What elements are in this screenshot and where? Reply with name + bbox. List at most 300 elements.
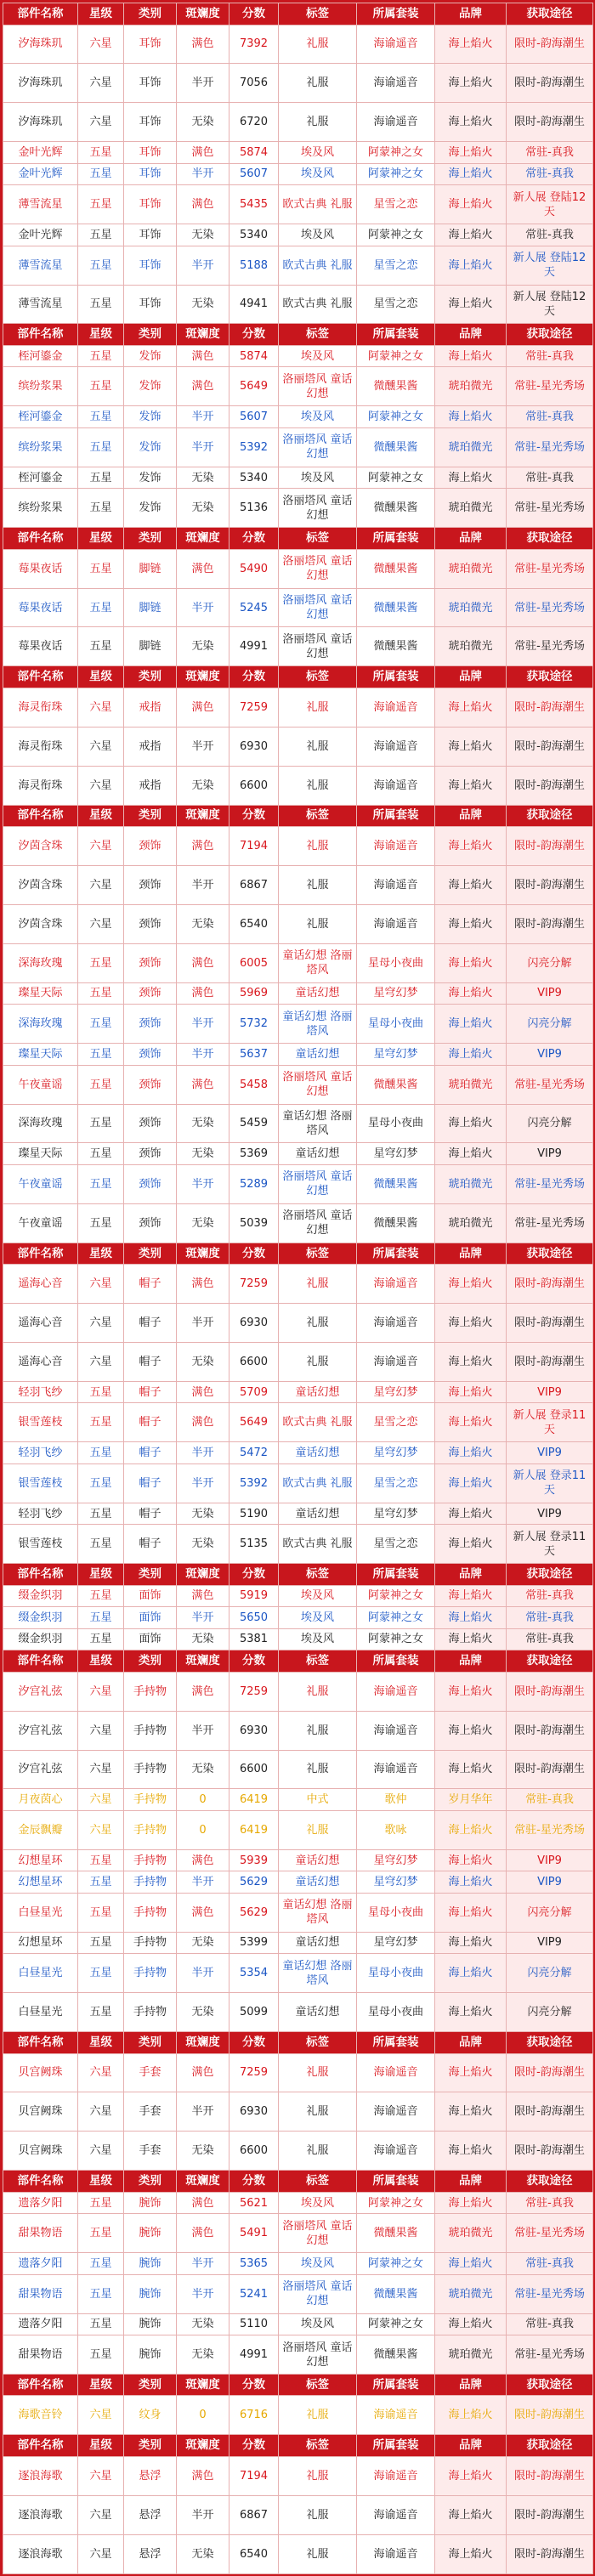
cell-category: 手持物 [124, 1672, 177, 1711]
cell-score: 5392 [230, 427, 279, 467]
cell-source: 常驻-星光秀场 [507, 489, 593, 528]
column-header-score: 分数 [230, 324, 279, 346]
column-header-source: 获取途径 [507, 2374, 593, 2396]
cell-brand: 海上焰火 [435, 904, 507, 943]
column-header-tag: 标签 [279, 528, 357, 550]
cell-brand: 琥珀微光 [435, 1065, 507, 1104]
column-header-dye: 斑斓度 [177, 3, 230, 25]
cell-source: 限时-韵海潮生 [507, 1304, 593, 1343]
cell-brand: 海上焰火 [435, 1711, 507, 1750]
column-header-source: 获取途径 [507, 805, 593, 827]
cell-dye: 满色 [177, 943, 230, 982]
cell-star: 六星 [78, 1711, 124, 1750]
cell-name: 银雪莲枝 [3, 1525, 78, 1564]
cell-category: 手持物 [124, 1993, 177, 2032]
cell-name: 金叶光辉 [3, 142, 78, 164]
header-row [3, 1564, 593, 1586]
cell-category: 手持物 [124, 1932, 177, 1954]
cell-brand: 海上焰火 [435, 2396, 507, 2435]
cell-category: 颈饰 [124, 982, 177, 1005]
cell-brand: 海上焰火 [435, 1381, 507, 1403]
cell-source: VIP9 [507, 1143, 593, 1165]
cell-brand: 海上焰火 [435, 866, 507, 905]
cell-source: 常驻-星光秀场 [507, 1810, 593, 1849]
cell-tag: 洛丽塔风 童话幻想 [279, 367, 357, 406]
cell-star: 五星 [78, 163, 124, 185]
cell-tag: 礼服 [279, 904, 357, 943]
cell-dye: 半开 [177, 406, 230, 428]
table-row [3, 1993, 593, 2032]
cell-name: 幻想星环 [3, 1849, 78, 1871]
column-header-source: 获取途径 [507, 666, 593, 688]
cell-score: 6600 [230, 1750, 279, 1789]
cell-brand: 海上焰火 [435, 2495, 507, 2534]
column-header-source: 获取途径 [507, 1650, 593, 1673]
cell-score: 5637 [230, 1044, 279, 1066]
cell-score: 4991 [230, 627, 279, 666]
cell-name: 桎河鎏金 [3, 467, 78, 489]
table-row [3, 866, 593, 905]
cell-brand: 海上焰火 [435, 1849, 507, 1871]
cell-star: 五星 [78, 2192, 124, 2214]
cell-brand: 海上焰火 [435, 1893, 507, 1932]
column-header-name: 部件名称 [3, 2374, 78, 2396]
cell-suit: 微醺果酱 [357, 588, 435, 627]
cell-score: 5607 [230, 163, 279, 185]
cell-suit: 星雪之恋 [357, 185, 435, 224]
cell-brand: 海上焰火 [435, 2192, 507, 2214]
table-row [3, 1750, 593, 1789]
cell-source: 限时-韵海潮生 [507, 827, 593, 866]
cell-tag: 中式 [279, 1789, 357, 1811]
column-header-tag: 标签 [279, 1650, 357, 1673]
cell-score: 5369 [230, 1143, 279, 1165]
cell-category: 发饰 [124, 489, 177, 528]
cell-tag: 童话幻想 [279, 982, 357, 1005]
cell-source: 新人展 登录11天 [507, 1403, 593, 1442]
cell-dye: 无染 [177, 1993, 230, 2032]
cell-suit: 海谕遥音 [357, 904, 435, 943]
table-row [3, 1893, 593, 1932]
cell-suit: 海谕遥音 [357, 1265, 435, 1304]
cell-tag: 埃及风 [279, 1628, 357, 1650]
table-row [3, 406, 593, 428]
cell-star: 五星 [78, 588, 124, 627]
cell-source: 闪亮分解 [507, 1893, 593, 1932]
cell-star: 五星 [78, 982, 124, 1005]
cell-brand: 海上焰火 [435, 1343, 507, 1382]
cell-category: 手持物 [124, 1893, 177, 1932]
cell-star: 六星 [78, 904, 124, 943]
cell-score: 6540 [230, 904, 279, 943]
cell-source: 常驻-真我 [507, 224, 593, 246]
cell-score: 5649 [230, 1403, 279, 1442]
cell-tag: 礼服 [279, 2495, 357, 2534]
cell-tag: 童话幻想 [279, 1143, 357, 1165]
table-row [3, 246, 593, 285]
cell-category: 耳饰 [124, 25, 177, 64]
cell-score: 5650 [230, 1607, 279, 1629]
cell-star: 五星 [78, 1403, 124, 1442]
cell-name: 遥海心音 [3, 1304, 78, 1343]
column-header-dye: 斑斓度 [177, 324, 230, 346]
cell-star: 五星 [78, 1871, 124, 1894]
cell-source: 常驻-真我 [507, 1628, 593, 1650]
cell-brand: 海上焰火 [435, 224, 507, 246]
cell-brand: 海上焰火 [435, 1143, 507, 1165]
cell-star: 六星 [78, 1304, 124, 1343]
cell-score: 5188 [230, 246, 279, 285]
cell-suit: 星母小夜曲 [357, 1954, 435, 1993]
cell-category: 颈饰 [124, 1065, 177, 1104]
cell-brand: 海上焰火 [435, 1871, 507, 1894]
column-header-score: 分数 [230, 2374, 279, 2396]
cell-source: 常驻-真我 [507, 163, 593, 185]
cell-tag: 童话幻想 [279, 1381, 357, 1403]
cell-name: 汐茵含珠 [3, 827, 78, 866]
cell-dye: 半开 [177, 2274, 230, 2313]
cell-dye: 满色 [177, 982, 230, 1005]
cell-tag: 埃及风 [279, 345, 357, 367]
cell-star: 五星 [78, 2253, 124, 2275]
cell-category: 发饰 [124, 427, 177, 467]
column-header-brand: 品牌 [435, 3, 507, 25]
cell-star: 五星 [78, 1849, 124, 1871]
table-row [3, 103, 593, 142]
cell-category: 手套 [124, 2092, 177, 2132]
cell-category: 发饰 [124, 467, 177, 489]
cell-category: 腕饰 [124, 2192, 177, 2214]
cell-star: 六星 [78, 2456, 124, 2495]
cell-source: 限时-韵海潮生 [507, 1265, 593, 1304]
column-header-dye: 斑斓度 [177, 2374, 230, 2396]
cell-suit: 海谕遥音 [357, 766, 435, 805]
cell-star: 六星 [78, 64, 124, 103]
column-header-star: 星级 [78, 805, 124, 827]
cell-dye: 无染 [177, 285, 230, 324]
cell-brand: 海上焰火 [435, 1442, 507, 1464]
cell-category: 帽子 [124, 1403, 177, 1442]
cell-tag: 礼服 [279, 827, 357, 866]
cell-brand: 海上焰火 [435, 25, 507, 64]
cell-category: 悬浮 [124, 2456, 177, 2495]
cell-source: 常驻-星光秀场 [507, 1065, 593, 1104]
table-row [3, 2274, 593, 2313]
cell-star: 五星 [78, 1044, 124, 1066]
cell-dye: 无染 [177, 904, 230, 943]
cell-suit: 海谕遥音 [357, 1672, 435, 1711]
cell-name: 逐浪海歌 [3, 2495, 78, 2534]
cell-score: 5099 [230, 1993, 279, 2032]
cell-name: 遗落夕阳 [3, 2253, 78, 2275]
cell-dye: 满色 [177, 142, 230, 164]
column-header-brand: 品牌 [435, 2171, 507, 2193]
table-row [3, 549, 593, 588]
cell-dye: 半开 [177, 64, 230, 103]
cell-score: 5340 [230, 467, 279, 489]
cell-star: 五星 [78, 2274, 124, 2313]
cell-category: 耳饰 [124, 285, 177, 324]
cell-score: 5435 [230, 185, 279, 224]
cell-tag: 礼服 [279, 1711, 357, 1750]
table-row [3, 142, 593, 164]
cell-tag: 洛丽塔风 童话幻想 [279, 2274, 357, 2313]
cell-suit: 星穹幻梦 [357, 1044, 435, 1066]
column-header-suit: 所属套装 [357, 1564, 435, 1586]
cell-tag: 洛丽塔风 童话幻想 [279, 1203, 357, 1243]
column-header-name: 部件名称 [3, 1243, 78, 1265]
table-row [3, 285, 593, 324]
cell-name: 逐浪海歌 [3, 2534, 78, 2573]
cell-source: 限时-韵海潮生 [507, 103, 593, 142]
table-row [3, 1954, 593, 1993]
table-row [3, 1789, 593, 1811]
column-header-category: 类别 [124, 1243, 177, 1265]
cell-tag: 礼服 [279, 2456, 357, 2495]
cell-star: 五星 [78, 1993, 124, 2032]
cell-source: 常驻-星光秀场 [507, 427, 593, 467]
table-row [3, 25, 593, 64]
table-row [3, 1464, 593, 1503]
cell-tag: 礼服 [279, 766, 357, 805]
column-header-star: 星级 [78, 324, 124, 346]
cell-brand: 海上焰火 [435, 1005, 507, 1044]
cell-category: 耳饰 [124, 142, 177, 164]
cell-suit: 阿蒙神之女 [357, 2253, 435, 2275]
cell-dye: 满色 [177, 25, 230, 64]
cell-suit: 阿蒙神之女 [357, 1585, 435, 1607]
cell-category: 颈饰 [124, 943, 177, 982]
cell-suit: 海谕遥音 [357, 2396, 435, 2435]
cell-tag: 礼服 [279, 2396, 357, 2435]
cell-brand: 海上焰火 [435, 1104, 507, 1143]
table-row [3, 2053, 593, 2092]
cell-score: 5472 [230, 1442, 279, 1464]
column-header-name: 部件名称 [3, 2435, 78, 2457]
cell-name: 轻羽飞纱 [3, 1503, 78, 1525]
cell-source: 限时-韵海潮生 [507, 688, 593, 727]
cell-brand: 海上焰火 [435, 103, 507, 142]
cell-category: 耳饰 [124, 224, 177, 246]
cell-suit: 星母小夜曲 [357, 1993, 435, 2032]
cell-suit: 海谕遥音 [357, 2132, 435, 2171]
column-header-brand: 品牌 [435, 666, 507, 688]
column-header-tag: 标签 [279, 805, 357, 827]
cell-brand: 海上焰火 [435, 64, 507, 103]
cell-star: 五星 [78, 246, 124, 285]
cell-score: 5365 [230, 2253, 279, 2275]
cell-dye: 满色 [177, 2053, 230, 2092]
cell-brand: 琥珀微光 [435, 489, 507, 528]
cell-tag: 童话幻想 洛丽塔风 [279, 1954, 357, 1993]
column-header-score: 分数 [230, 1650, 279, 1673]
cell-star: 六星 [78, 1672, 124, 1711]
table-row [3, 1005, 593, 1044]
cell-dye: 无染 [177, 1343, 230, 1382]
cell-source: 闪亮分解 [507, 943, 593, 982]
table-row [3, 2214, 593, 2253]
column-header-category: 类别 [124, 324, 177, 346]
cell-name: 轻羽飞纱 [3, 1442, 78, 1464]
column-header-star: 星级 [78, 528, 124, 550]
cell-dye: 无染 [177, 467, 230, 489]
cell-name: 海灵衔珠 [3, 766, 78, 805]
column-header-star: 星级 [78, 2374, 124, 2396]
cell-name: 汐茵含珠 [3, 904, 78, 943]
cell-star: 五星 [78, 2214, 124, 2253]
cell-brand: 海上焰火 [435, 2253, 507, 2275]
cell-tag: 洛丽塔风 童话幻想 [279, 489, 357, 528]
cell-brand: 岁月华年 [435, 1789, 507, 1811]
table-row [3, 2313, 593, 2335]
table-row [3, 1304, 593, 1343]
cell-name: 贝宫阙珠 [3, 2053, 78, 2092]
column-header-dye: 斑斓度 [177, 1564, 230, 1586]
cell-tag: 洛丽塔风 童话幻想 [279, 627, 357, 666]
cell-name: 薄雪流星 [3, 285, 78, 324]
cell-dye: 无染 [177, 1104, 230, 1143]
cell-name: 遗落夕阳 [3, 2313, 78, 2335]
column-header-score: 分数 [230, 3, 279, 25]
cell-name: 深海玫瑰 [3, 1005, 78, 1044]
cell-brand: 琥珀微光 [435, 1203, 507, 1243]
cell-name: 金叶光辉 [3, 163, 78, 185]
cell-dye: 无染 [177, 103, 230, 142]
cell-dye: 半开 [177, 1005, 230, 1044]
cell-suit: 阿蒙神之女 [357, 406, 435, 428]
cell-source: 常驻-星光秀场 [507, 1203, 593, 1243]
header-row [3, 1243, 593, 1265]
cell-suit: 星穹幻梦 [357, 1503, 435, 1525]
cell-star: 六星 [78, 1789, 124, 1811]
cell-dye: 满色 [177, 1585, 230, 1607]
cell-star: 五星 [78, 467, 124, 489]
cell-star: 五星 [78, 1065, 124, 1104]
table-row [3, 1143, 593, 1165]
cell-brand: 海上焰火 [435, 142, 507, 164]
column-header-star: 星级 [78, 2435, 124, 2457]
cell-score: 6419 [230, 1810, 279, 1849]
cell-name: 海灵衔珠 [3, 688, 78, 727]
column-header-suit: 所属套装 [357, 2032, 435, 2054]
cell-dye: 半开 [177, 1442, 230, 1464]
column-header-brand: 品牌 [435, 2374, 507, 2396]
cell-category: 手持物 [124, 1954, 177, 1993]
cell-dye: 半开 [177, 727, 230, 766]
cell-category: 颈饰 [124, 1104, 177, 1143]
cell-brand: 海上焰火 [435, 727, 507, 766]
cell-score: 5607 [230, 406, 279, 428]
cell-brand: 海上焰火 [435, 467, 507, 489]
column-header-brand: 品牌 [435, 2435, 507, 2457]
cell-brand: 琥珀微光 [435, 588, 507, 627]
column-header-category: 类别 [124, 2032, 177, 2054]
cell-tag: 埃及风 [279, 2253, 357, 2275]
cell-dye: 满色 [177, 345, 230, 367]
cell-score: 5969 [230, 982, 279, 1005]
table-row [3, 2396, 593, 2435]
cell-dye: 满色 [177, 367, 230, 406]
cell-score: 5135 [230, 1525, 279, 1564]
column-header-dye: 斑斓度 [177, 2032, 230, 2054]
cell-name: 桎河鎏金 [3, 406, 78, 428]
header-row [3, 666, 593, 688]
cell-suit: 微醺果酱 [357, 489, 435, 528]
cell-score: 5939 [230, 1849, 279, 1871]
cell-tag: 洛丽塔风 童话幻想 [279, 588, 357, 627]
column-header-category: 类别 [124, 1650, 177, 1673]
cell-category: 悬浮 [124, 2534, 177, 2573]
column-header-name: 部件名称 [3, 2171, 78, 2193]
column-header-tag: 标签 [279, 324, 357, 346]
table-row [3, 64, 593, 103]
cell-brand: 海上焰火 [435, 1607, 507, 1629]
cell-tag: 埃及风 [279, 1607, 357, 1629]
column-header-tag: 标签 [279, 2171, 357, 2193]
column-header-dye: 斑斓度 [177, 805, 230, 827]
cell-name: 贝宫阙珠 [3, 2092, 78, 2132]
table-row [3, 367, 593, 406]
cell-brand: 海上焰火 [435, 163, 507, 185]
cell-name: 璨星天际 [3, 1044, 78, 1066]
column-header-category: 类别 [124, 3, 177, 25]
column-header-category: 类别 [124, 2435, 177, 2457]
cell-name: 深海玫瑰 [3, 1104, 78, 1143]
table-row [3, 345, 593, 367]
column-header-tag: 标签 [279, 3, 357, 25]
cell-source: 常驻-星光秀场 [507, 2274, 593, 2313]
cell-dye: 半开 [177, 588, 230, 627]
cell-dye: 半开 [177, 1164, 230, 1203]
cell-brand: 海上焰火 [435, 943, 507, 982]
cell-name: 午夜童谣 [3, 1065, 78, 1104]
cell-score: 5381 [230, 1628, 279, 1650]
cell-category: 耳饰 [124, 103, 177, 142]
cell-category: 纹身 [124, 2396, 177, 2435]
cell-source: VIP9 [507, 1442, 593, 1464]
cell-brand: 海上焰火 [435, 406, 507, 428]
cell-suit: 海谕遥音 [357, 2495, 435, 2534]
cell-suit: 海谕遥音 [357, 1750, 435, 1789]
cell-suit: 星穹幻梦 [357, 1442, 435, 1464]
cell-dye: 满色 [177, 2456, 230, 2495]
cell-brand: 海上焰火 [435, 1304, 507, 1343]
cell-dye: 无染 [177, 1525, 230, 1564]
cell-brand: 海上焰火 [435, 1044, 507, 1066]
cell-source: 常驻-星光秀场 [507, 367, 593, 406]
table-row [3, 2534, 593, 2573]
column-header-tag: 标签 [279, 2435, 357, 2457]
table-row [3, 688, 593, 727]
cell-category: 脚链 [124, 549, 177, 588]
cell-source: 限时-韵海潮生 [507, 2053, 593, 2092]
table-body [3, 3, 593, 2574]
cell-dye: 0 [177, 1789, 230, 1811]
column-header-star: 星级 [78, 2032, 124, 2054]
cell-tag: 童话幻想 [279, 1993, 357, 2032]
cell-score: 5490 [230, 549, 279, 588]
cell-suit: 阿蒙神之女 [357, 2192, 435, 2214]
cell-score: 6930 [230, 727, 279, 766]
table-row [3, 982, 593, 1005]
column-header-star: 星级 [78, 1243, 124, 1265]
cell-star: 六星 [78, 2132, 124, 2171]
cell-category: 戒指 [124, 727, 177, 766]
column-header-suit: 所属套装 [357, 1650, 435, 1673]
cell-name: 缀金织羽 [3, 1585, 78, 1607]
cell-score: 7259 [230, 2053, 279, 2092]
cell-source: 闪亮分解 [507, 1993, 593, 2032]
